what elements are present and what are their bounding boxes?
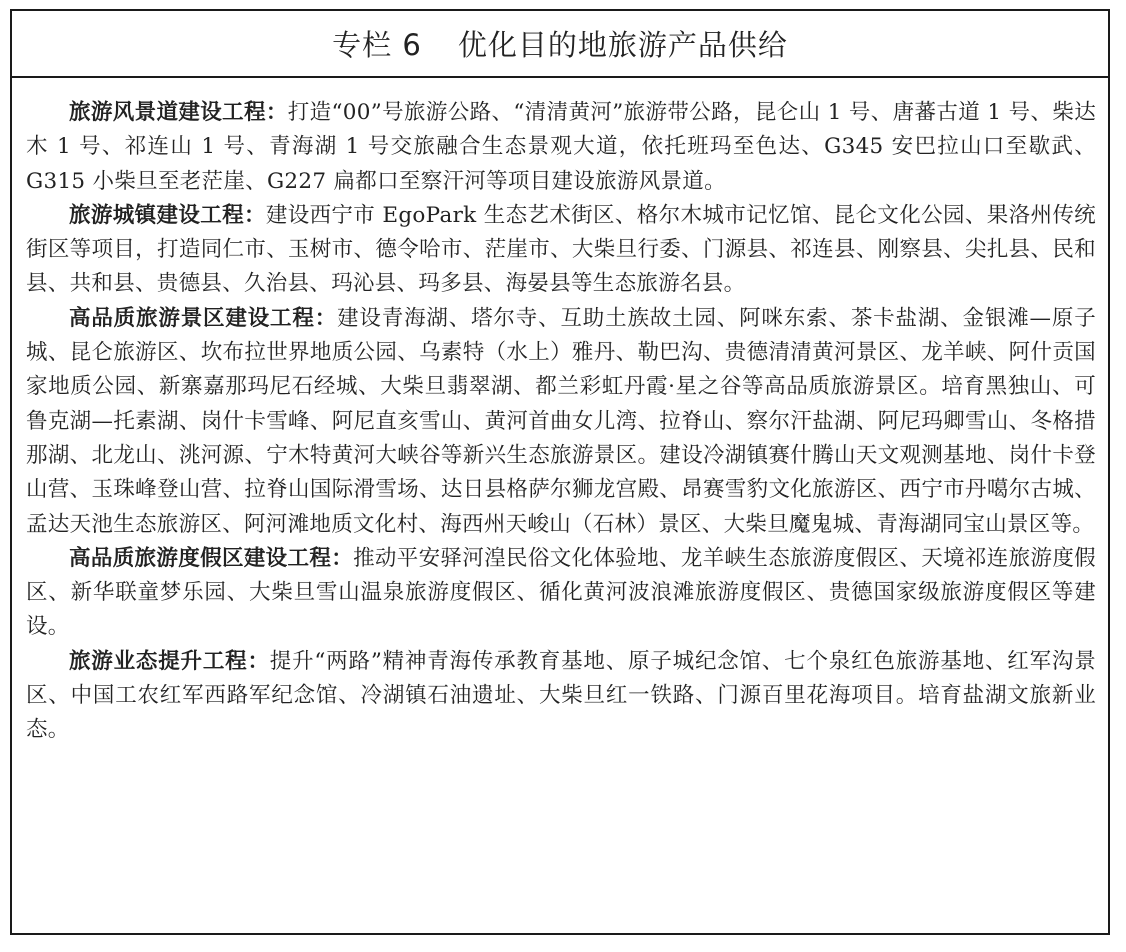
column-number: 专栏 6 xyxy=(332,28,422,62)
column-box xyxy=(10,9,1110,935)
column-title-text: 优化目的地旅游产品供给 xyxy=(457,28,788,62)
paragraph-body: 建设西宁市 EgoPark 生态艺术街区、格尔木城市记忆馆、昆仑文化公园、果洛州传统街区等项目，打造同仁市、玉树市、德令哈市、茫崖市、大柴旦行委、门源县、祁连县、刚察县、尖扎县、民和县、共和县、贵德县、久治县、玛沁县、玛多县、海晏县等生态旅游名县。 xyxy=(26,202,1096,297)
paragraph-heading: 高品质旅游度假区建设工程： xyxy=(69,545,354,571)
paragraph-business-upgrade xyxy=(26,645,1096,748)
paragraph-heading: 旅游风景道建设工程： xyxy=(69,100,288,125)
paragraph-body: 推动平安驿河湟民俗文化体验地、龙羊峡生态旅游度假区、天境祁连旅游度假区、新华联童梦乐园、大柴旦雪山温泉旅游度假区、循化黄河波浪滩旅游度假区、贵德国家级旅游度假区等建设。 xyxy=(26,545,1096,640)
paragraph-heading: 高品质旅游景区建设工程： xyxy=(69,305,338,331)
column-content xyxy=(12,78,1108,748)
paragraph-body: 打造“00”号旅游公路、“清清黄河”旅游带公路，昆仑山 1 号、唐蕃古道 1 号、柴达木 1 号、祁连山 1 号、青海湖 1 号交旅融合生态景观大道，依托班玛至色达、G345 安巴拉山口至歇武、G315 小柴旦至老茫崖、G227 扁都口至察汗河等项目建设旅游风景道。 xyxy=(26,100,1096,194)
paragraph-heading: 旅游业态提升工程： xyxy=(69,648,270,674)
paragraph-body: 提升“两路”精神青海传承教育基地、原子城纪念馆、七个泉红色旅游基地、红军沟景区、中国工农红军西路军纪念馆、冷湖镇石油遗址、大柴旦红一铁路、门源百里花海项目。培育盐湖文旅新业态。 xyxy=(26,648,1096,743)
column-title xyxy=(12,11,1108,78)
paragraph-scenic-areas xyxy=(26,302,1096,542)
paragraph-tourism-towns xyxy=(26,199,1096,302)
paragraph-heading: 旅游城镇建设工程： xyxy=(69,202,266,228)
paragraph-resorts xyxy=(26,542,1096,645)
paragraph-scenic-byway xyxy=(26,96,1096,199)
paragraph-body: 建设青海湖、塔尔寺、互助土族故土园、阿咪东索、茶卡盐湖、金银滩—原子城、昆仑旅游区、坎布拉世界地质公园、乌素特（水上）雅丹、勒巴沟、贵德清清黄河景区、龙羊峡、阿什贡国家地质公园、新寨嘉那玛尼石经城、大柴旦翡翠湖、都兰彩虹丹霞·星之谷等高品质旅游景区。培育黑独山、可鲁克湖—托素湖、岗什卡雪峰、阿尼直亥雪山、黄河首曲女儿湾、拉脊山、察尔汗盐湖、阿尼玛卿雪山、冬格措那湖、北龙山、洮河源、宁木特黄河大峡谷等新兴生态旅游景区。建设冷湖镇赛什腾山天文观测基地、岗什卡登山营、玉珠峰登山营、拉脊山国际滑雪场、达日县格萨尔狮龙宫殿、昂赛雪豹文化旅游区、西宁市丹噶尔古城、孟达天池生态旅游区、阿河滩地质文化村、海西州天峻山（石林）景区、大柴旦魔鬼城、青海湖同宝山景区等。 xyxy=(26,305,1097,537)
